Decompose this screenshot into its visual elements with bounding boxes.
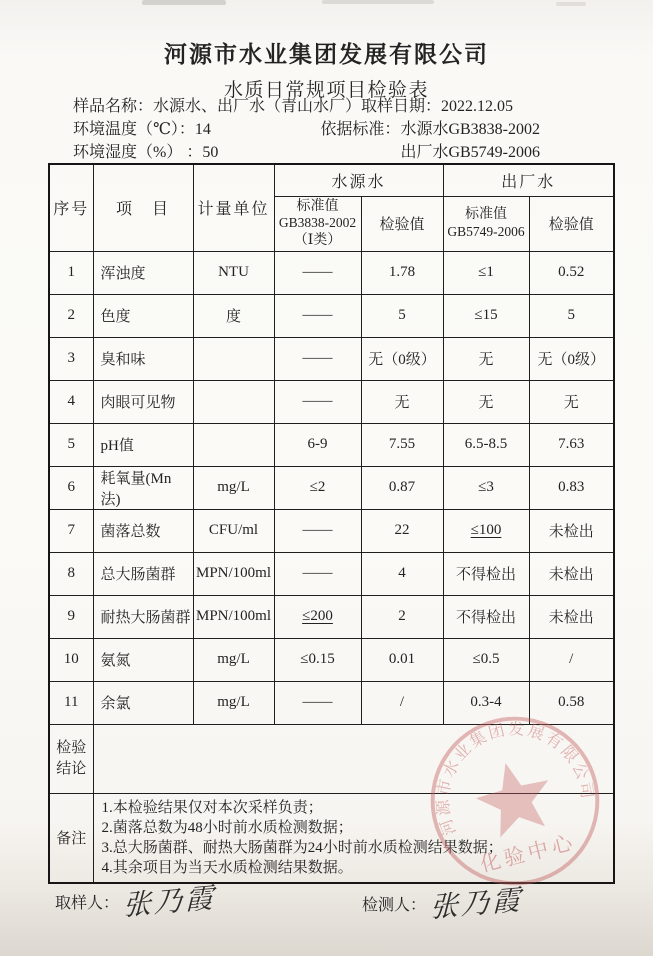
value-factory-cell: 0.58 (529, 681, 614, 724)
standard-factory-cell: ≤15 (443, 294, 529, 337)
remarks-label: 备注 (49, 793, 93, 883)
standard-factory-cell: ≤0.5 (443, 638, 529, 681)
item-cell: 浑浊度 (93, 251, 193, 294)
value-source-cell: 无 (361, 380, 443, 423)
value-factory-cell: 7.63 (529, 423, 614, 466)
item-cell: 臭和味 (93, 337, 193, 380)
seq-cell: 10 (49, 638, 93, 681)
unit-cell: CFU/ml (193, 509, 274, 552)
standard-factory-cell: 无 (443, 337, 529, 380)
sampler-block (55, 882, 217, 923)
table-row (49, 337, 614, 380)
table-row (49, 423, 614, 466)
standard-factory-cell: ≤3 (443, 466, 529, 509)
seq-cell: 5 (49, 423, 93, 466)
header-check-value-factory: 检验值 (529, 196, 614, 251)
value-source-cell: 2 (361, 595, 443, 638)
item-cell: 耗氧量(Mn法) (93, 466, 193, 509)
seq-cell: 8 (49, 552, 93, 595)
standard-source-cell: 6-9 (274, 423, 361, 466)
seq-cell: 4 (49, 380, 93, 423)
env-temp-line (73, 118, 540, 141)
sample-info (73, 95, 540, 164)
standard-factory-cell: 6.5-8.5 (443, 423, 529, 466)
remarks-row (49, 793, 614, 883)
value-factory-cell: 0.83 (529, 466, 614, 509)
value-factory-cell: 无 (529, 380, 614, 423)
seq-cell: 3 (49, 337, 93, 380)
remark-line: 3.总大肠菌群、耐热大肠菌群为24小时前水质检测结果数据； (101, 839, 503, 856)
table-row (49, 509, 614, 552)
unit-cell: mg/L (193, 466, 274, 509)
seq-cell: 11 (49, 681, 93, 724)
standard-factory: 出厂水GB5749-2006 (400, 144, 540, 161)
standard-source-cell: —— (274, 380, 361, 423)
standard-source-cell: ≤2 (274, 466, 361, 509)
scan-smudge (556, 2, 586, 6)
item-cell: 耐热大肠菌群 (93, 595, 193, 638)
standard-source-cell: ≤0.15 (274, 638, 361, 681)
header-unit: 计量单位 (193, 164, 274, 251)
tester-label: 检测人： (362, 897, 427, 914)
seq-cell: 7 (49, 509, 93, 552)
standard-factory-cell: 不得检出 (443, 552, 529, 595)
header-standard-factory: 标准值 GB5749-2006 (443, 196, 529, 251)
seq-cell: 6 (49, 466, 93, 509)
value-factory-cell: 未检出 (529, 595, 614, 638)
company-title: 河源市水业集团发展有限公司 (164, 42, 489, 67)
table-row (49, 595, 614, 638)
scan-smudge (322, 0, 434, 4)
value-source-cell: 1.78 (361, 251, 443, 294)
value-factory-cell: 无（0级） (529, 337, 614, 380)
standard-source-cell: ≤200 (274, 595, 361, 638)
env-humidity-line (73, 141, 540, 164)
page-title: 水质日常规项目检验表 (223, 80, 429, 101)
unit-cell: mg/L (193, 681, 274, 724)
item-cell: 总大肠菌群 (93, 552, 193, 595)
env-humidity: 环境湿度（%） ：50 (73, 144, 219, 161)
tester-block (362, 884, 524, 925)
remarks-content (93, 793, 614, 883)
value-factory-cell: 5 (529, 294, 614, 337)
value-source-cell: / (361, 681, 443, 724)
value-source-cell: 0.87 (361, 466, 443, 509)
sample-name: 样品名称：水源水、出厂水（青山水厂） (73, 98, 362, 115)
table-row (49, 294, 614, 337)
unit-cell: MPN/100ml (193, 552, 274, 595)
standard-source-cell: —— (274, 681, 361, 724)
item-cell: 氨氮 (93, 638, 193, 681)
item-cell: 余氯 (93, 681, 193, 724)
conclusion-label: 检验 结论 (49, 724, 93, 793)
sampling-date: 取样日期：2022.12.05 (361, 98, 514, 115)
table-row (49, 380, 614, 423)
standard-factory-cell: ≤1 (443, 251, 529, 294)
standard-factory-cell: 无 (443, 380, 529, 423)
standard-source-cell: —— (274, 509, 361, 552)
value-source-cell: 7.55 (361, 423, 443, 466)
table-row (49, 251, 614, 294)
stamp-center-text: 化验中心 (478, 831, 579, 877)
standard-source: 依据标准：水源水GB3838-2002 (320, 121, 540, 138)
table-row (49, 552, 614, 595)
header-standard-source: 标准值 GB3838-2002 （Ⅰ类） (274, 196, 361, 251)
table-body (49, 251, 614, 724)
header-group-source-water: 水源水 (274, 164, 443, 196)
item-cell: 肉眼可见物 (93, 380, 193, 423)
header-group-row (49, 164, 614, 196)
value-source-cell: 0.01 (361, 638, 443, 681)
standard-source-cell: —— (274, 337, 361, 380)
standard-factory-cell: 不得检出 (443, 595, 529, 638)
header-seq: 序号 (49, 164, 93, 251)
seq-cell: 2 (49, 294, 93, 337)
item-cell: pH值 (93, 423, 193, 466)
unit-cell: mg/L (193, 638, 274, 681)
standard-factory-cell: 0.3-4 (443, 681, 529, 724)
conclusion-value (93, 724, 614, 793)
value-factory-cell: 未检出 (529, 509, 614, 552)
seq-cell: 1 (49, 251, 93, 294)
unit-cell: MPN/100ml (193, 595, 274, 638)
sampler-label: 取样人： (55, 895, 120, 912)
table-row (49, 638, 614, 681)
conclusion-row (49, 724, 614, 793)
table-row (49, 681, 614, 724)
stamp-ring-text: 河源市水业集团发展有限公司 (434, 721, 596, 838)
item-cell: 菌落总数 (93, 509, 193, 552)
unit-cell (193, 423, 274, 466)
standard-source-cell: —— (274, 294, 361, 337)
signature-row (0, 882, 653, 942)
standard-source-cell: —— (274, 552, 361, 595)
table-row (49, 466, 614, 509)
value-source-cell: 4 (361, 552, 443, 595)
item-cell: 色度 (93, 294, 193, 337)
value-source-cell: 22 (361, 509, 443, 552)
unit-cell: 度 (193, 294, 274, 337)
standard-factory-cell: ≤100 (443, 509, 529, 552)
remark-line: 4.其余项目为当天水质检测结果数据。 (101, 859, 353, 876)
value-factory-cell: / (529, 638, 614, 681)
unit-cell (193, 337, 274, 380)
value-factory-cell: 0.52 (529, 251, 614, 294)
water-quality-table (48, 163, 615, 884)
seq-cell: 9 (49, 595, 93, 638)
header-group-factory-water: 出厂水 (443, 164, 614, 196)
tester-signature: 张乃霞 (429, 884, 524, 925)
value-factory-cell: 未检出 (529, 552, 614, 595)
value-source-cell: 无（0级） (361, 337, 443, 380)
value-source-cell: 5 (361, 294, 443, 337)
remark-line: 1.本检验结果仅对本次采样负责； (101, 799, 323, 816)
sampler-signature: 张乃霞 (122, 882, 217, 923)
header-item: 项 目 (93, 164, 193, 251)
remark-line: 2.菌落总数为48小时前水质检测数据； (101, 819, 353, 836)
env-temperature: 环境温度（℃）：14 (73, 121, 211, 138)
sample-name-line (73, 95, 540, 118)
standard-source-cell: —— (274, 251, 361, 294)
unit-cell (193, 380, 274, 423)
header-check-value-source: 检验值 (361, 196, 443, 251)
unit-cell: NTU (193, 251, 274, 294)
scan-smudge (142, 0, 226, 5)
